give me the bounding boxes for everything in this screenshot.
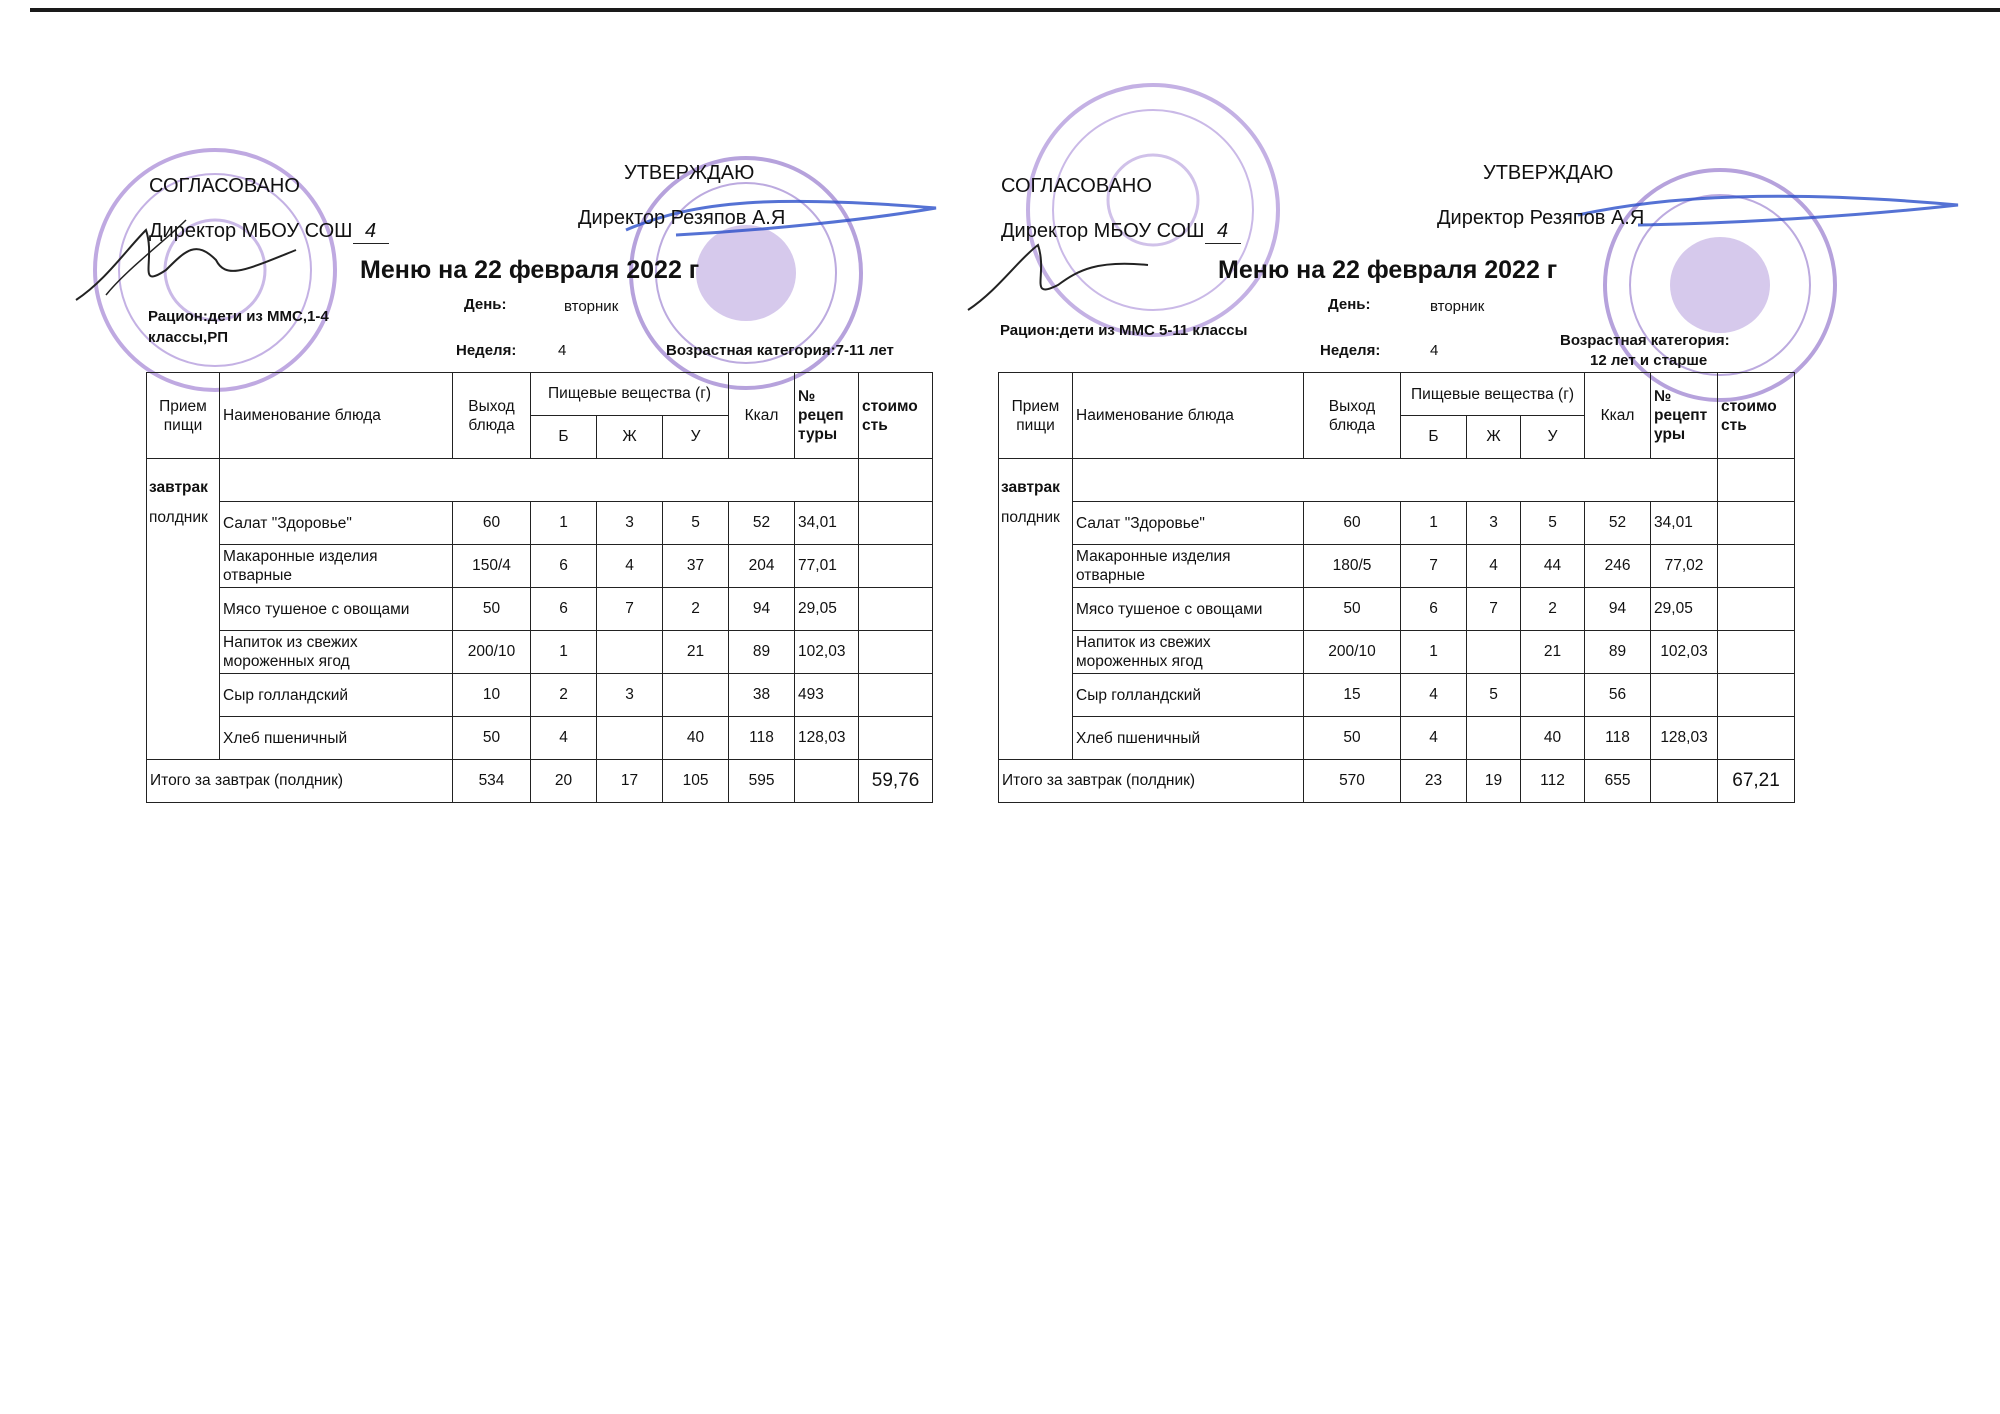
dish-recipe: 77,01 [795, 545, 859, 588]
header-nutrients: Пищевые вещества (г) [531, 373, 729, 416]
dish-name: Хлеб пшеничный [220, 717, 453, 760]
empty-cell [1651, 760, 1718, 803]
table-row [147, 502, 933, 545]
dish-fat: 4 [1467, 545, 1521, 588]
menu-table [146, 372, 933, 803]
dish-protein: 1 [1401, 631, 1467, 674]
dish-yield: 180/5 [1304, 545, 1401, 588]
total-kcal: 655 [1585, 760, 1651, 803]
header-dish: Наименование блюда [220, 373, 453, 459]
dish-yield: 200/10 [1304, 631, 1401, 674]
ration-label: Рацион:дети из ММС,1-4 классы,РП [148, 308, 329, 346]
dish-kcal: 118 [1585, 717, 1651, 760]
total-kcal: 595 [729, 760, 795, 803]
director-name: Директор Резяпов А.Я [1437, 207, 1645, 229]
dish-name: Сыр голландский [220, 674, 453, 717]
header-fat: Ж [597, 416, 663, 459]
dish-recipe: 77,02 [1651, 545, 1718, 588]
meal-cell [147, 459, 220, 760]
menu-table [998, 372, 1795, 803]
school-name: Директор МБОУ СОШ [149, 220, 353, 242]
total-carb: 112 [1521, 760, 1585, 803]
dish-name: Хлеб пшеничный [1073, 717, 1304, 760]
meal-breakfast: завтрак [149, 479, 208, 496]
dish-cost [1718, 631, 1795, 674]
empty-cell [220, 459, 859, 502]
dish-carb: 2 [663, 588, 729, 631]
header-protein: Б [531, 416, 597, 459]
dish-recipe: 128,03 [795, 717, 859, 760]
total-carb: 105 [663, 760, 729, 803]
meal-snack: полдник [149, 509, 208, 526]
dish-kcal: 89 [729, 631, 795, 674]
dish-kcal: 52 [1585, 502, 1651, 545]
table-row [147, 631, 933, 674]
school-number: 4 [353, 220, 389, 244]
director-name: Директор Резяпов А.Я [578, 207, 786, 229]
dish-carb: 40 [663, 717, 729, 760]
dish-kcal: 38 [729, 674, 795, 717]
meal-cell [999, 459, 1073, 760]
dish-kcal: 204 [729, 545, 795, 588]
table-row [147, 459, 933, 502]
dish-fat: 4 [597, 545, 663, 588]
meal-snack: полдник [1001, 509, 1060, 526]
dish-yield: 60 [1304, 502, 1401, 545]
table-row [147, 545, 933, 588]
dish-carb [663, 674, 729, 717]
dish-yield: 50 [453, 588, 531, 631]
dish-carb: 37 [663, 545, 729, 588]
dish-yield: 50 [1304, 717, 1401, 760]
approve-label: УТВЕРЖДАЮ [1483, 162, 1614, 184]
dish-cost [859, 674, 933, 717]
dish-recipe: 102,03 [795, 631, 859, 674]
header-cost: стоимо сть [859, 373, 933, 459]
dish-fat [597, 631, 663, 674]
dish-kcal: 56 [1585, 674, 1651, 717]
dish-recipe: 128,03 [1651, 717, 1718, 760]
table-row [999, 631, 1795, 674]
total-fat: 19 [1467, 760, 1521, 803]
school-director-label [1001, 220, 1241, 244]
day-value: вторник [1430, 298, 1485, 315]
total-label: Итого за завтрак (полдник) [999, 760, 1304, 803]
dish-carb: 21 [663, 631, 729, 674]
top-border-line [30, 8, 2000, 12]
dish-protein: 1 [531, 502, 597, 545]
dish-cost [1718, 588, 1795, 631]
dish-protein: 6 [531, 588, 597, 631]
age-category-value: 12 лет и старше [1590, 352, 1708, 369]
dish-recipe: 34,01 [1651, 502, 1718, 545]
menu-sheet-right [998, 150, 1788, 820]
dish-recipe: 102,03 [1651, 631, 1718, 674]
empty-cell [859, 459, 933, 502]
dish-carb: 21 [1521, 631, 1585, 674]
ration-label: Рацион:дети из ММС 5-11 классы [1000, 322, 1248, 339]
dish-name: Мясо тушеное с овощами [1073, 588, 1304, 631]
header-meal: Прием пищи [999, 373, 1073, 459]
header-kcal: Ккал [1585, 373, 1651, 459]
dish-name: Сыр голландский [1073, 674, 1304, 717]
dish-carb: 40 [1521, 717, 1585, 760]
dish-fat [597, 717, 663, 760]
dish-cost [1718, 545, 1795, 588]
dish-name: Макаронные изделия отварные [1073, 545, 1304, 588]
total-protein: 20 [531, 760, 597, 803]
dish-kcal: 94 [729, 588, 795, 631]
dish-fat: 3 [1467, 502, 1521, 545]
header-yield: Выход блюда [1304, 373, 1401, 459]
empty-cell [1073, 459, 1718, 502]
table-row [999, 502, 1795, 545]
dish-fat: 5 [1467, 674, 1521, 717]
dish-cost [859, 717, 933, 760]
total-label: Итого за завтрак (полдник) [147, 760, 453, 803]
dish-fat: 3 [597, 502, 663, 545]
total-cost: 67,21 [1718, 760, 1795, 803]
header-fat: Ж [1467, 416, 1521, 459]
header-carb: У [663, 416, 729, 459]
menu-title: Меню на 22 февраля 2022 г [1218, 256, 1558, 284]
meal-breakfast: завтрак [1001, 479, 1060, 496]
dish-cost [1718, 502, 1795, 545]
day-label: День: [464, 296, 507, 313]
dish-recipe: 493 [795, 674, 859, 717]
dish-name: Салат "Здоровье" [1073, 502, 1304, 545]
total-row [999, 760, 1795, 803]
dish-cost [1718, 717, 1795, 760]
dish-protein: 2 [531, 674, 597, 717]
week-value: 4 [1430, 342, 1439, 359]
week-value: 4 [558, 342, 567, 359]
dish-cost [859, 588, 933, 631]
day-value: вторник [564, 298, 619, 315]
dish-fat: 7 [1467, 588, 1521, 631]
dish-protein: 4 [531, 717, 597, 760]
dish-recipe: 29,05 [1651, 588, 1718, 631]
table-row [147, 588, 933, 631]
total-yield: 570 [1304, 760, 1401, 803]
dish-yield: 150/4 [453, 545, 531, 588]
dish-protein: 7 [1401, 545, 1467, 588]
dish-recipe: 29,05 [795, 588, 859, 631]
header-yield: Выход блюда [453, 373, 531, 459]
agreed-label: СОГЛАСОВАНО [1001, 175, 1152, 197]
dish-yield: 60 [453, 502, 531, 545]
empty-cell [1718, 459, 1795, 502]
table-row [999, 588, 1795, 631]
table-row [999, 545, 1795, 588]
dish-fat: 3 [597, 674, 663, 717]
day-label: День: [1328, 296, 1371, 313]
dish-yield: 200/10 [453, 631, 531, 674]
dish-kcal: 94 [1585, 588, 1651, 631]
school-number: 4 [1205, 220, 1241, 244]
header-nutrients: Пищевые вещества (г) [1401, 373, 1585, 416]
dish-cost [859, 545, 933, 588]
school-director-label [149, 220, 389, 244]
total-cost: 59,76 [859, 760, 933, 803]
dish-recipe [1651, 674, 1718, 717]
table-row [999, 674, 1795, 717]
dish-fat [1467, 631, 1521, 674]
dish-protein: 6 [531, 545, 597, 588]
school-name: Директор МБОУ СОШ [1001, 220, 1205, 242]
dish-recipe: 34,01 [795, 502, 859, 545]
header-kcal: Ккал [729, 373, 795, 459]
dish-carb: 2 [1521, 588, 1585, 631]
dish-name: Салат "Здоровье" [220, 502, 453, 545]
dish-kcal: 118 [729, 717, 795, 760]
header-cost: стоимо сть [1718, 373, 1795, 459]
dish-protein: 6 [1401, 588, 1467, 631]
header-dish: Наименование блюда [1073, 373, 1304, 459]
table-header-row [999, 373, 1795, 416]
dish-name: Макаронные изделия отварные [220, 545, 453, 588]
dish-fat [1467, 717, 1521, 760]
dish-yield: 10 [453, 674, 531, 717]
dish-kcal: 246 [1585, 545, 1651, 588]
approve-label: УТВЕРЖДАЮ [624, 162, 755, 184]
agreed-label: СОГЛАСОВАНО [149, 175, 300, 197]
dish-fat: 7 [597, 588, 663, 631]
dish-yield: 50 [1304, 588, 1401, 631]
header-carb: У [1521, 416, 1585, 459]
age-category: Возрастная категория: [1560, 332, 1730, 349]
dish-yield: 50 [453, 717, 531, 760]
week-label: Неделя: [456, 342, 517, 359]
dish-protein: 4 [1401, 674, 1467, 717]
menu-sheet-left [146, 150, 936, 820]
total-protein: 23 [1401, 760, 1467, 803]
total-yield: 534 [453, 760, 531, 803]
dish-name: Напиток из свежих мороженных ягод [1073, 631, 1304, 674]
header-protein: Б [1401, 416, 1467, 459]
header-recipe: № рецеп туры [795, 373, 859, 459]
table-row [147, 717, 933, 760]
signature [958, 230, 1158, 330]
dish-name: Напиток из свежих мороженных ягод [220, 631, 453, 674]
age-category: Возрастная категория:7-11 лет [666, 342, 894, 359]
dish-protein: 4 [1401, 717, 1467, 760]
header-meal: Прием пищи [147, 373, 220, 459]
dish-protein: 1 [1401, 502, 1467, 545]
dish-carb: 5 [663, 502, 729, 545]
total-row [147, 760, 933, 803]
dish-carb [1521, 674, 1585, 717]
dish-cost [1718, 674, 1795, 717]
dish-kcal: 52 [729, 502, 795, 545]
dish-cost [859, 502, 933, 545]
empty-cell [795, 760, 859, 803]
header-recipe: № рецепт уры [1651, 373, 1718, 459]
table-row [999, 717, 1795, 760]
dish-protein: 1 [531, 631, 597, 674]
dish-kcal: 89 [1585, 631, 1651, 674]
dish-carb: 44 [1521, 545, 1585, 588]
dish-yield: 15 [1304, 674, 1401, 717]
dish-name: Мясо тушеное с овощами [220, 588, 453, 631]
dish-cost [859, 631, 933, 674]
table-row [147, 674, 933, 717]
round-seal-stamp [1018, 70, 1288, 350]
total-fat: 17 [597, 760, 663, 803]
dish-carb: 5 [1521, 502, 1585, 545]
table-row [999, 459, 1795, 502]
menu-title: Меню на 22 февраля 2022 г [360, 256, 700, 284]
week-label: Неделя: [1320, 342, 1381, 359]
table-header-row [147, 373, 933, 416]
